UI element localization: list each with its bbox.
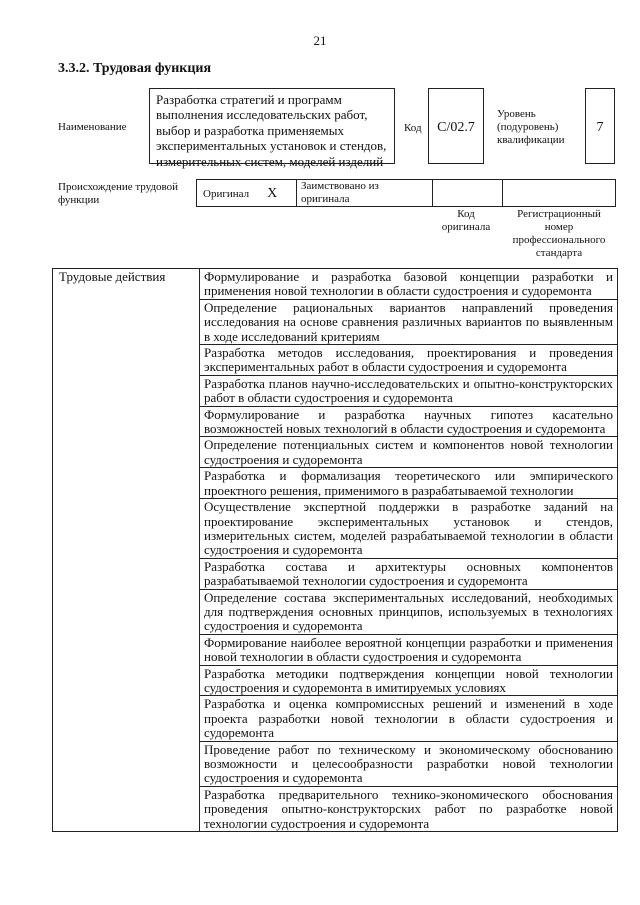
code-original-caption: Код оригинала [441, 208, 491, 233]
origin-code-cell [433, 180, 503, 207]
origin-reg-cell [503, 180, 616, 207]
labor-action-item: Определение состава экспериментальных исследований, необходимых для подтверждения основных принципов, используемых в технологиях судостроения и судоремонта [200, 589, 618, 634]
origin-label: Происхождение трудовой функции [58, 181, 179, 206]
level-value-box [585, 88, 615, 164]
labor-actions-label: Трудовые действия [53, 269, 200, 832]
labor-action-item: Определение рациональных вариантов направлений проведения исследования на основе сравнения различных вариантов по выявленным в ходе исследований критериям [200, 299, 618, 344]
labor-action-item: Осуществление экспертной поддержки в разработке заданий на проектирование экспериментальных установок и стендов, измерительных систем, моделей разрабатываемой технологии в области судостроения и судоремонта [200, 499, 618, 559]
origin-original-cell [197, 180, 297, 207]
page-number: 21 [313, 33, 327, 48]
code-label: Код [404, 122, 422, 134]
code-value-box [428, 88, 484, 164]
labor-action-item: Разработка и формализация теоретического или эмпирического проектного решения, применимого в разрабатываемой технологии [200, 468, 618, 499]
labor-action-item: Формулирование и разработка научных гипотез касательно возможностей новых технологий в области судостроения и судоремонта [200, 406, 618, 437]
level-value: 7 [596, 120, 604, 135]
labor-action-item: Формирование наиболее вероятной концепции разработки и применения новой технологии в области судостроения и судоремонта [200, 634, 618, 665]
origin-borrowed-cell [297, 180, 433, 207]
code-value: С/02.7 [437, 120, 475, 135]
labor-action-row [53, 269, 618, 300]
labor-action-item: Разработка состава и архитектуры основных компонентов разрабатываемой технологии судостроения и судоремонта [200, 558, 618, 589]
borrowed-label: Заимствовано из оригинала [301, 180, 379, 205]
section-title: 3.3.2. Трудовая функция [58, 61, 212, 76]
labor-action-item: Определение потенциальных систем и компонентов новой технологии судостроения и судоремонта [200, 437, 618, 468]
original-mark: X [267, 186, 278, 201]
labor-action-item: Разработка методики подтверждения концепции новой технологии судостроения и судоремонта в имитируемых условиях [200, 665, 618, 696]
labor-action-item: Формулирование и разработка базовой концепции разработки и применения новой технологии в области судостроения и судоремонта [200, 269, 618, 300]
name-label: Наименование [58, 121, 127, 133]
labor-actions-table [52, 268, 618, 832]
labor-action-item: Разработка методов исследования, проектирования и проведения экспериментальных работ в области судостроения и судоремонта [200, 345, 618, 376]
original-label: Оригинал [203, 188, 250, 200]
name-value-box [149, 88, 395, 169]
labor-action-item: Проведение работ по техническому и экономическому обоснованию возможности и целесообразности разработки новой технологии судостроения и судоремонта [200, 741, 618, 786]
labor-action-item: Разработка и оценка компромиссных решений и изменений в ходе проекта разработки новой технологии в области судостроения и судоремонта [200, 696, 618, 741]
labor-action-item: Разработка планов научно-исследовательских и опытно-конструкторских работ в области судостроения и судоремонта [200, 375, 618, 406]
origin-table [196, 179, 616, 207]
reg-number-caption: Регистрационный номер профессионального стандарта [512, 208, 606, 259]
level-label: Уровень (подуровень) квалификации [497, 108, 565, 146]
name-value: Разработка стратегий и программ выполнения исследовательских работ, выбор и разработка применяемых экспериментальных установок и стендов, измерительных систем, моделей изделий [156, 92, 387, 169]
labor-action-item: Разработка предварительного технико-экономического обоснования проведения опытно-конструкторских работ по разработке новой технологии судостроения и судоремонта [200, 786, 618, 831]
